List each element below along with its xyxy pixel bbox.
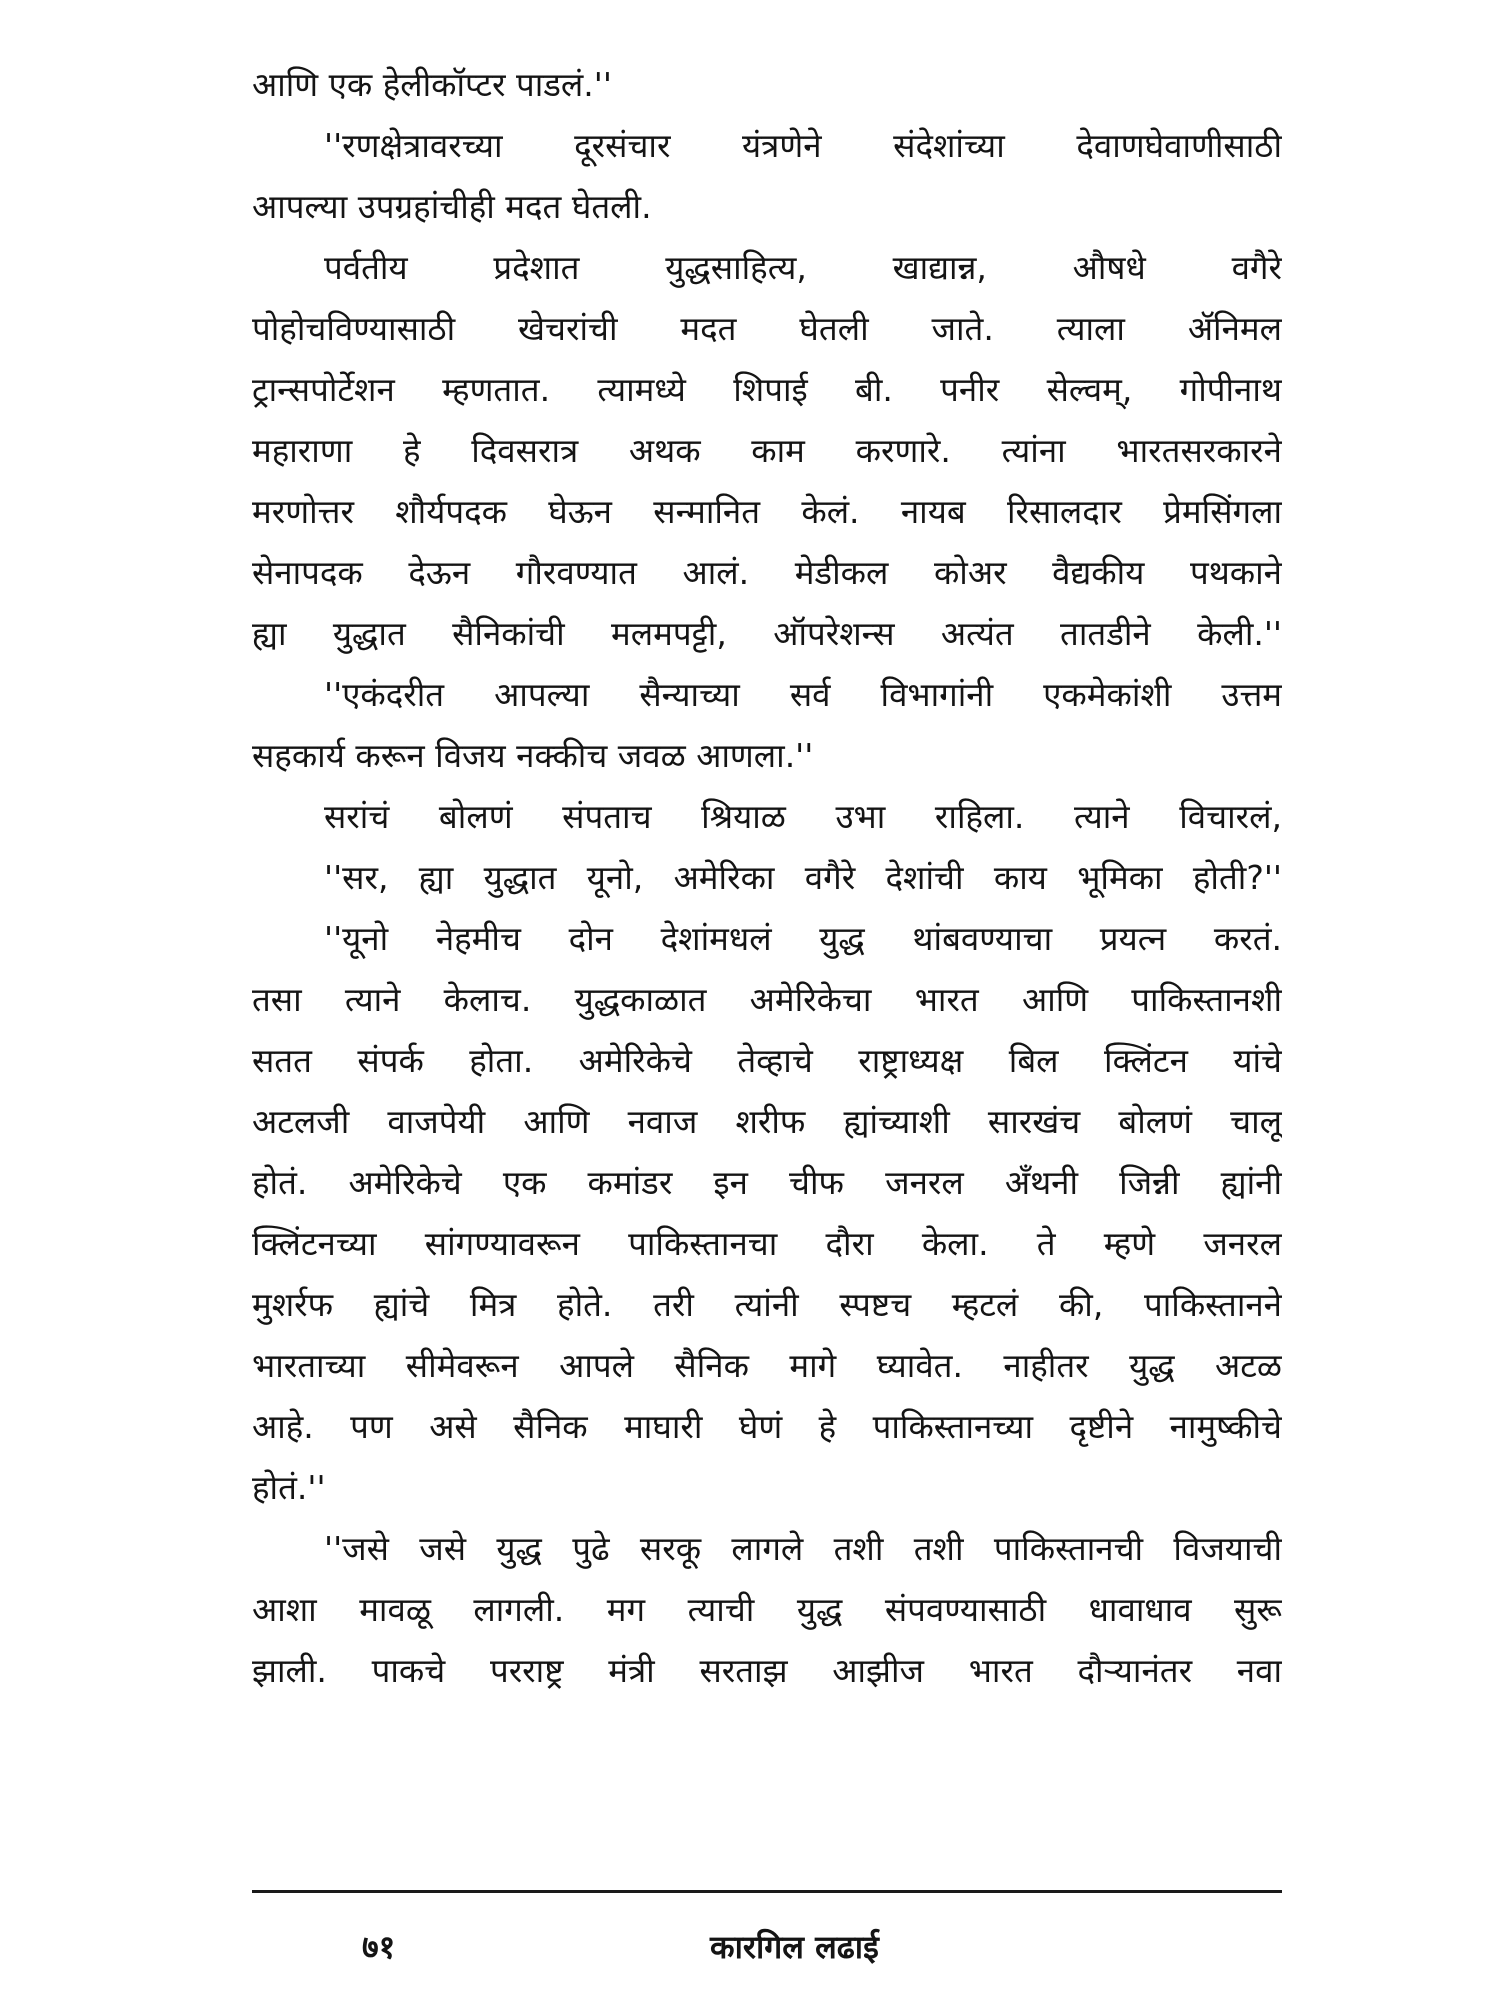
- text-line: ''रणक्षेत्रावरच्या दूरसंचार यंत्रणेने संदेशांच्या देवाणघेवाणीसाठी: [324, 126, 1282, 165]
- text-line: तसा त्याने केलाच. युद्धकाळात अमेरिकेचा भारत आणि पाकिस्तानशी: [252, 980, 1282, 1019]
- text-line: ट्रान्सपोर्टेशन म्हणतात. त्यामध्ये शिपाई बी. पनीर सेल्वम्, गोपीनाथ: [252, 370, 1282, 409]
- text-line: मुशर्रफ ह्यांचे मित्र होते. तरी त्यांनी स्पष्टच म्हटलं की, पाकिस्तानने: [252, 1285, 1282, 1324]
- text-line: भारताच्या सीमेवरून आपले सैनिक मागे घ्यावेत. नाहीतर युद्ध अटळ: [252, 1346, 1282, 1385]
- text-line: झाली. पाकचे परराष्ट्र मंत्री सरताझ आझीज भारत दौऱ्यानंतर नवा: [252, 1651, 1282, 1690]
- text-line: ''एकंदरीत आपल्या सैन्याच्या सर्व विभागांनी एकमेकांशी उत्तम: [324, 675, 1282, 714]
- text-line: सतत संपर्क होता. अमेरिकेचे तेव्हाचे राष्ट्राध्यक्ष बिल क्लिंटन यांचे: [252, 1041, 1282, 1080]
- text-line: आपल्या उपग्रहांचीही मदत घेतली.: [252, 187, 652, 226]
- text-line: सेनापदक देऊन गौरवण्यात आलं. मेडीकल कोअर वैद्यकीय पथकाने: [252, 553, 1282, 592]
- text-line: आहे. पण असे सैनिक माघारी घेणं हे पाकिस्तानच्या दृष्टीने नामुष्कीचे: [252, 1407, 1282, 1446]
- page-number: ७१: [362, 1928, 396, 1966]
- text-line: क्लिंटनच्या सांगण्यावरून पाकिस्तानचा दौरा केला. ते म्हणे जनरल: [252, 1224, 1282, 1263]
- text-line: ''सर, ह्या युद्धात यूनो, अमेरिका वगैरे देशांची काय भूमिका होती?'': [324, 858, 1282, 897]
- text-line: महाराणा हे दिवसरात्र अथक काम करणारे. त्यांना भारतसरकारने: [252, 431, 1282, 470]
- text-line: पर्वतीय प्रदेशात युद्धसाहित्य, खाद्यान्न, औषधे वगैरे: [324, 248, 1282, 287]
- text-line: मरणोत्तर शौर्यपदक घेऊन सन्मानित केलं. नायब रिसालदार प्रेमसिंगला: [252, 492, 1282, 531]
- text-line: पोहोचविण्यासाठी खेचरांची मदत घेतली जाते. त्याला ॲनिमल: [252, 309, 1282, 348]
- text-line: होतं.'': [252, 1468, 326, 1507]
- text-line: ''यूनो नेहमीच दोन देशांमधलं युद्ध थांबवण्याचा प्रयत्न करतं.: [324, 919, 1282, 958]
- text-line: सहकार्य करून विजय नक्कीच जवळ आणला.'': [252, 736, 814, 775]
- text-line: सरांचं बोलणं संपताच श्रियाळ उभा राहिला. त्याने विचारलं,: [324, 797, 1282, 836]
- running-footer-title: कारगिल लढाई: [710, 1928, 879, 1966]
- text-line: आशा मावळू लागली. मग त्याची युद्ध संपवण्यासाठी धावाधाव सुरू: [252, 1590, 1282, 1629]
- text-line: ह्या युद्धात सैनिकांची मलमपट्टी, ऑपरेशन्स अत्यंत तातडीने केली.'': [252, 614, 1282, 653]
- footer-divider: [252, 1890, 1282, 1893]
- text-line: आणि एक हेलीकॉप्टर पाडलं.'': [252, 65, 612, 104]
- text-line: अटलजी वाजपेयी आणि नवाज शरीफ ह्यांच्याशी सारखंच बोलणं चालू: [252, 1102, 1282, 1141]
- body-text: [252, 54, 1282, 1701]
- text-line: होतं. अमेरिकेचे एक कमांडर इन चीफ जनरल अँथनी जिन्नी ह्यांनी: [252, 1163, 1282, 1202]
- text-line: ''जसे जसे युद्ध पुढे सरकू लागले तशी तशी पाकिस्तानची विजयाची: [324, 1529, 1282, 1568]
